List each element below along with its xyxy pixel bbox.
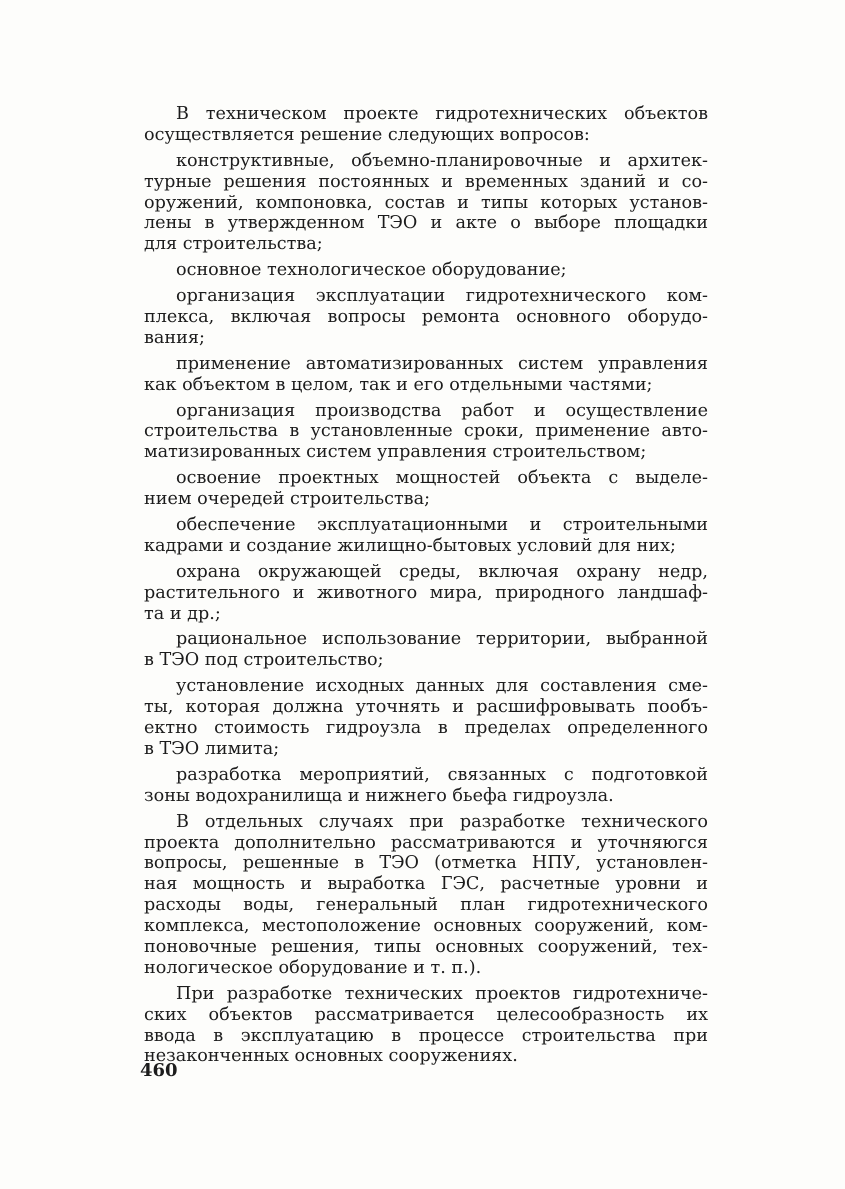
paragraph: [144, 104, 708, 146]
text-line: расходы воды, генеральный план гидротехнического: [144, 895, 708, 916]
text-line: в ТЭО лимита;: [144, 738, 280, 759]
text-line: ектно стоимость гидроузла в пределах определенного: [144, 718, 708, 739]
paragraph: [144, 354, 708, 396]
text-line: В техническом проекте гидротехнических объектов: [176, 104, 708, 124]
text-line: для строительства;: [144, 234, 323, 255]
text-line: организация эксплуатации гидротехнического ком-: [176, 286, 708, 307]
text-line: лены в утвержденном ТЭО и акте о выборе площадки: [144, 213, 708, 234]
text-line: обеспечение эксплуатационными и строительными: [176, 515, 708, 536]
paragraph: [144, 562, 708, 625]
text-line: ских объектов рассматривается целесообразность их: [144, 1004, 708, 1025]
paragraph: [144, 468, 708, 510]
text-line: В отдельных случаях при разработке технического: [176, 811, 708, 832]
paragraph: [144, 812, 708, 979]
paragraph: [144, 515, 708, 557]
text-line: При разработке технических проектов гидротехниче-: [176, 983, 708, 1004]
text-line: организация производства работ и осуществление: [176, 400, 708, 421]
paragraph: [144, 286, 708, 349]
text-line: зоны водохранилища и нижнего бьефа гидроузла.: [144, 785, 614, 806]
text-line: как объектом в целом, так и его отдельными частями;: [144, 374, 653, 395]
text-line: вания;: [144, 327, 205, 348]
text-line: оружений, компоновка, состав и типы которых установ-: [144, 192, 708, 213]
text-line: незаконченных основных сооружениях.: [144, 1046, 518, 1067]
paragraph: [144, 984, 708, 1068]
text-line: комплекса, местоположение основных сооружений, ком-: [144, 916, 708, 937]
text-line: строительства в установленные сроки, применение авто-: [144, 421, 708, 442]
text-line: матизированных систем управления строительством;: [144, 442, 647, 463]
text-line: ввода в эксплуатацию в процессе строительства при: [144, 1025, 708, 1046]
text-line: рациональное использование территории, выбранной: [176, 629, 708, 650]
paragraph: [144, 676, 708, 760]
text-line: разработка мероприятий, связанных с подготовкой: [176, 764, 708, 785]
text-line: конструктивные, объемно-планировочные и архитек-: [176, 150, 708, 171]
text-line: плекса, включая вопросы ремонта основного оборудо-: [144, 307, 708, 328]
paragraph: [144, 151, 708, 255]
paragraph: [144, 401, 708, 464]
text-line: проекта дополнительно рассматриваются и уточняюгся: [144, 832, 708, 853]
text-line: ты, которая должна уточнять и расшифровывать пообъ-: [144, 697, 708, 718]
text-line: применение автоматизированных систем управления: [176, 353, 708, 374]
text-line: та и др.;: [144, 603, 221, 624]
text-line: в ТЭО под строительство;: [144, 650, 384, 671]
body-text: [144, 104, 708, 1067]
paragraph: [144, 629, 708, 671]
text-line: основное технологическое оборудование;: [176, 260, 567, 281]
paragraph: [144, 260, 708, 281]
text-line: вопросы, решенные в ТЭО (отметка НПУ, установлен-: [144, 853, 708, 874]
text-line: ная мощность и выработка ГЭС, расчетные уровни и: [144, 874, 708, 895]
text-line: нологическое оборудование и т. п.).: [144, 957, 482, 978]
text-line: охрана окружающей среды, включая охрану недр,: [176, 561, 708, 582]
text-line: осуществляется решение следующих вопросов:: [144, 124, 590, 145]
page-number: 460: [140, 1060, 178, 1081]
text-line: поновочные решения, типы основных сооружений, тех-: [144, 936, 708, 957]
text-line: растительного и животного мира, природного ландшаф-: [144, 582, 708, 603]
paragraph: [144, 765, 708, 807]
text-line: установление исходных данных для составления сме-: [176, 676, 708, 697]
text-line: освоение проектных мощностей объекта с выделе-: [176, 468, 708, 489]
text-line: нием очередей строительства;: [144, 489, 430, 510]
text-line: кадрами и создание жилищно-бытовых условий для них;: [144, 535, 676, 556]
text-line: турные решения постоянных и временных зданий и со-: [144, 171, 708, 192]
